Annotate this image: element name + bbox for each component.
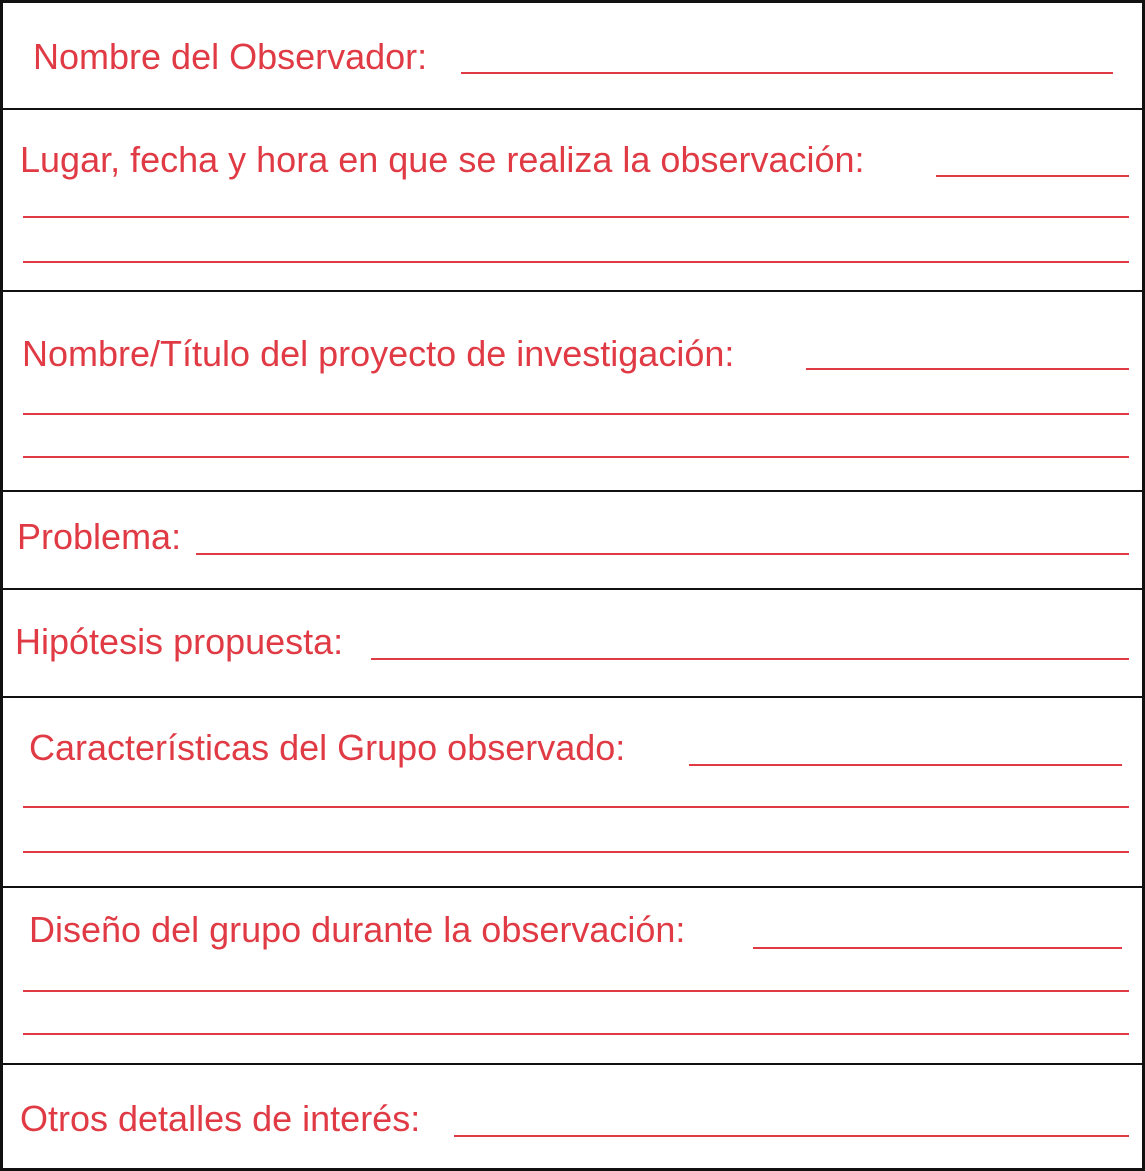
group-characteristics-input-line-3[interactable] — [23, 851, 1129, 853]
group-design-input-line-2[interactable] — [23, 990, 1129, 992]
place-date-time-input-line-2[interactable] — [23, 216, 1129, 218]
project-title-input-line-1[interactable] — [806, 368, 1129, 370]
row-project-title — [3, 292, 1142, 492]
group-characteristics-label: Características del Grupo observado: — [29, 727, 626, 768]
project-title-input-line-3[interactable] — [23, 456, 1129, 458]
project-title-label: Nombre/Título del proyecto de investigación: — [22, 333, 735, 374]
group-design-input-line-1[interactable] — [753, 947, 1122, 949]
group-design-input-line-3[interactable] — [23, 1033, 1129, 1035]
other-details-input-line[interactable] — [454, 1135, 1129, 1137]
group-characteristics-input-line-2[interactable] — [23, 806, 1129, 808]
place-date-time-input-line-1[interactable] — [936, 175, 1129, 177]
other-details-label: Otros detalles de interés: — [20, 1098, 421, 1139]
row-place-date-time — [3, 110, 1142, 292]
row-problem — [3, 492, 1142, 590]
row-hypothesis — [3, 590, 1142, 698]
row-group-characteristics — [3, 698, 1142, 888]
group-characteristics-input-line-1[interactable] — [689, 764, 1122, 766]
place-date-time-input-line-3[interactable] — [23, 261, 1129, 263]
hypothesis-input-line[interactable] — [371, 658, 1129, 660]
observer-name-label: Nombre del Observador: — [33, 36, 428, 77]
problem-label: Problema: — [17, 516, 182, 557]
hypothesis-label: Hipótesis propuesta: — [15, 621, 344, 662]
row-other-details — [3, 1065, 1142, 1171]
row-group-design — [3, 888, 1142, 1065]
project-title-input-line-2[interactable] — [23, 413, 1129, 415]
group-design-label: Diseño del grupo durante la observación: — [29, 909, 686, 950]
observer-name-input-line[interactable] — [461, 72, 1113, 74]
problem-input-line[interactable] — [196, 553, 1129, 555]
row-observer-name — [3, 3, 1142, 110]
place-date-time-label: Lugar, fecha y hora en que se realiza la observación: — [20, 139, 865, 180]
